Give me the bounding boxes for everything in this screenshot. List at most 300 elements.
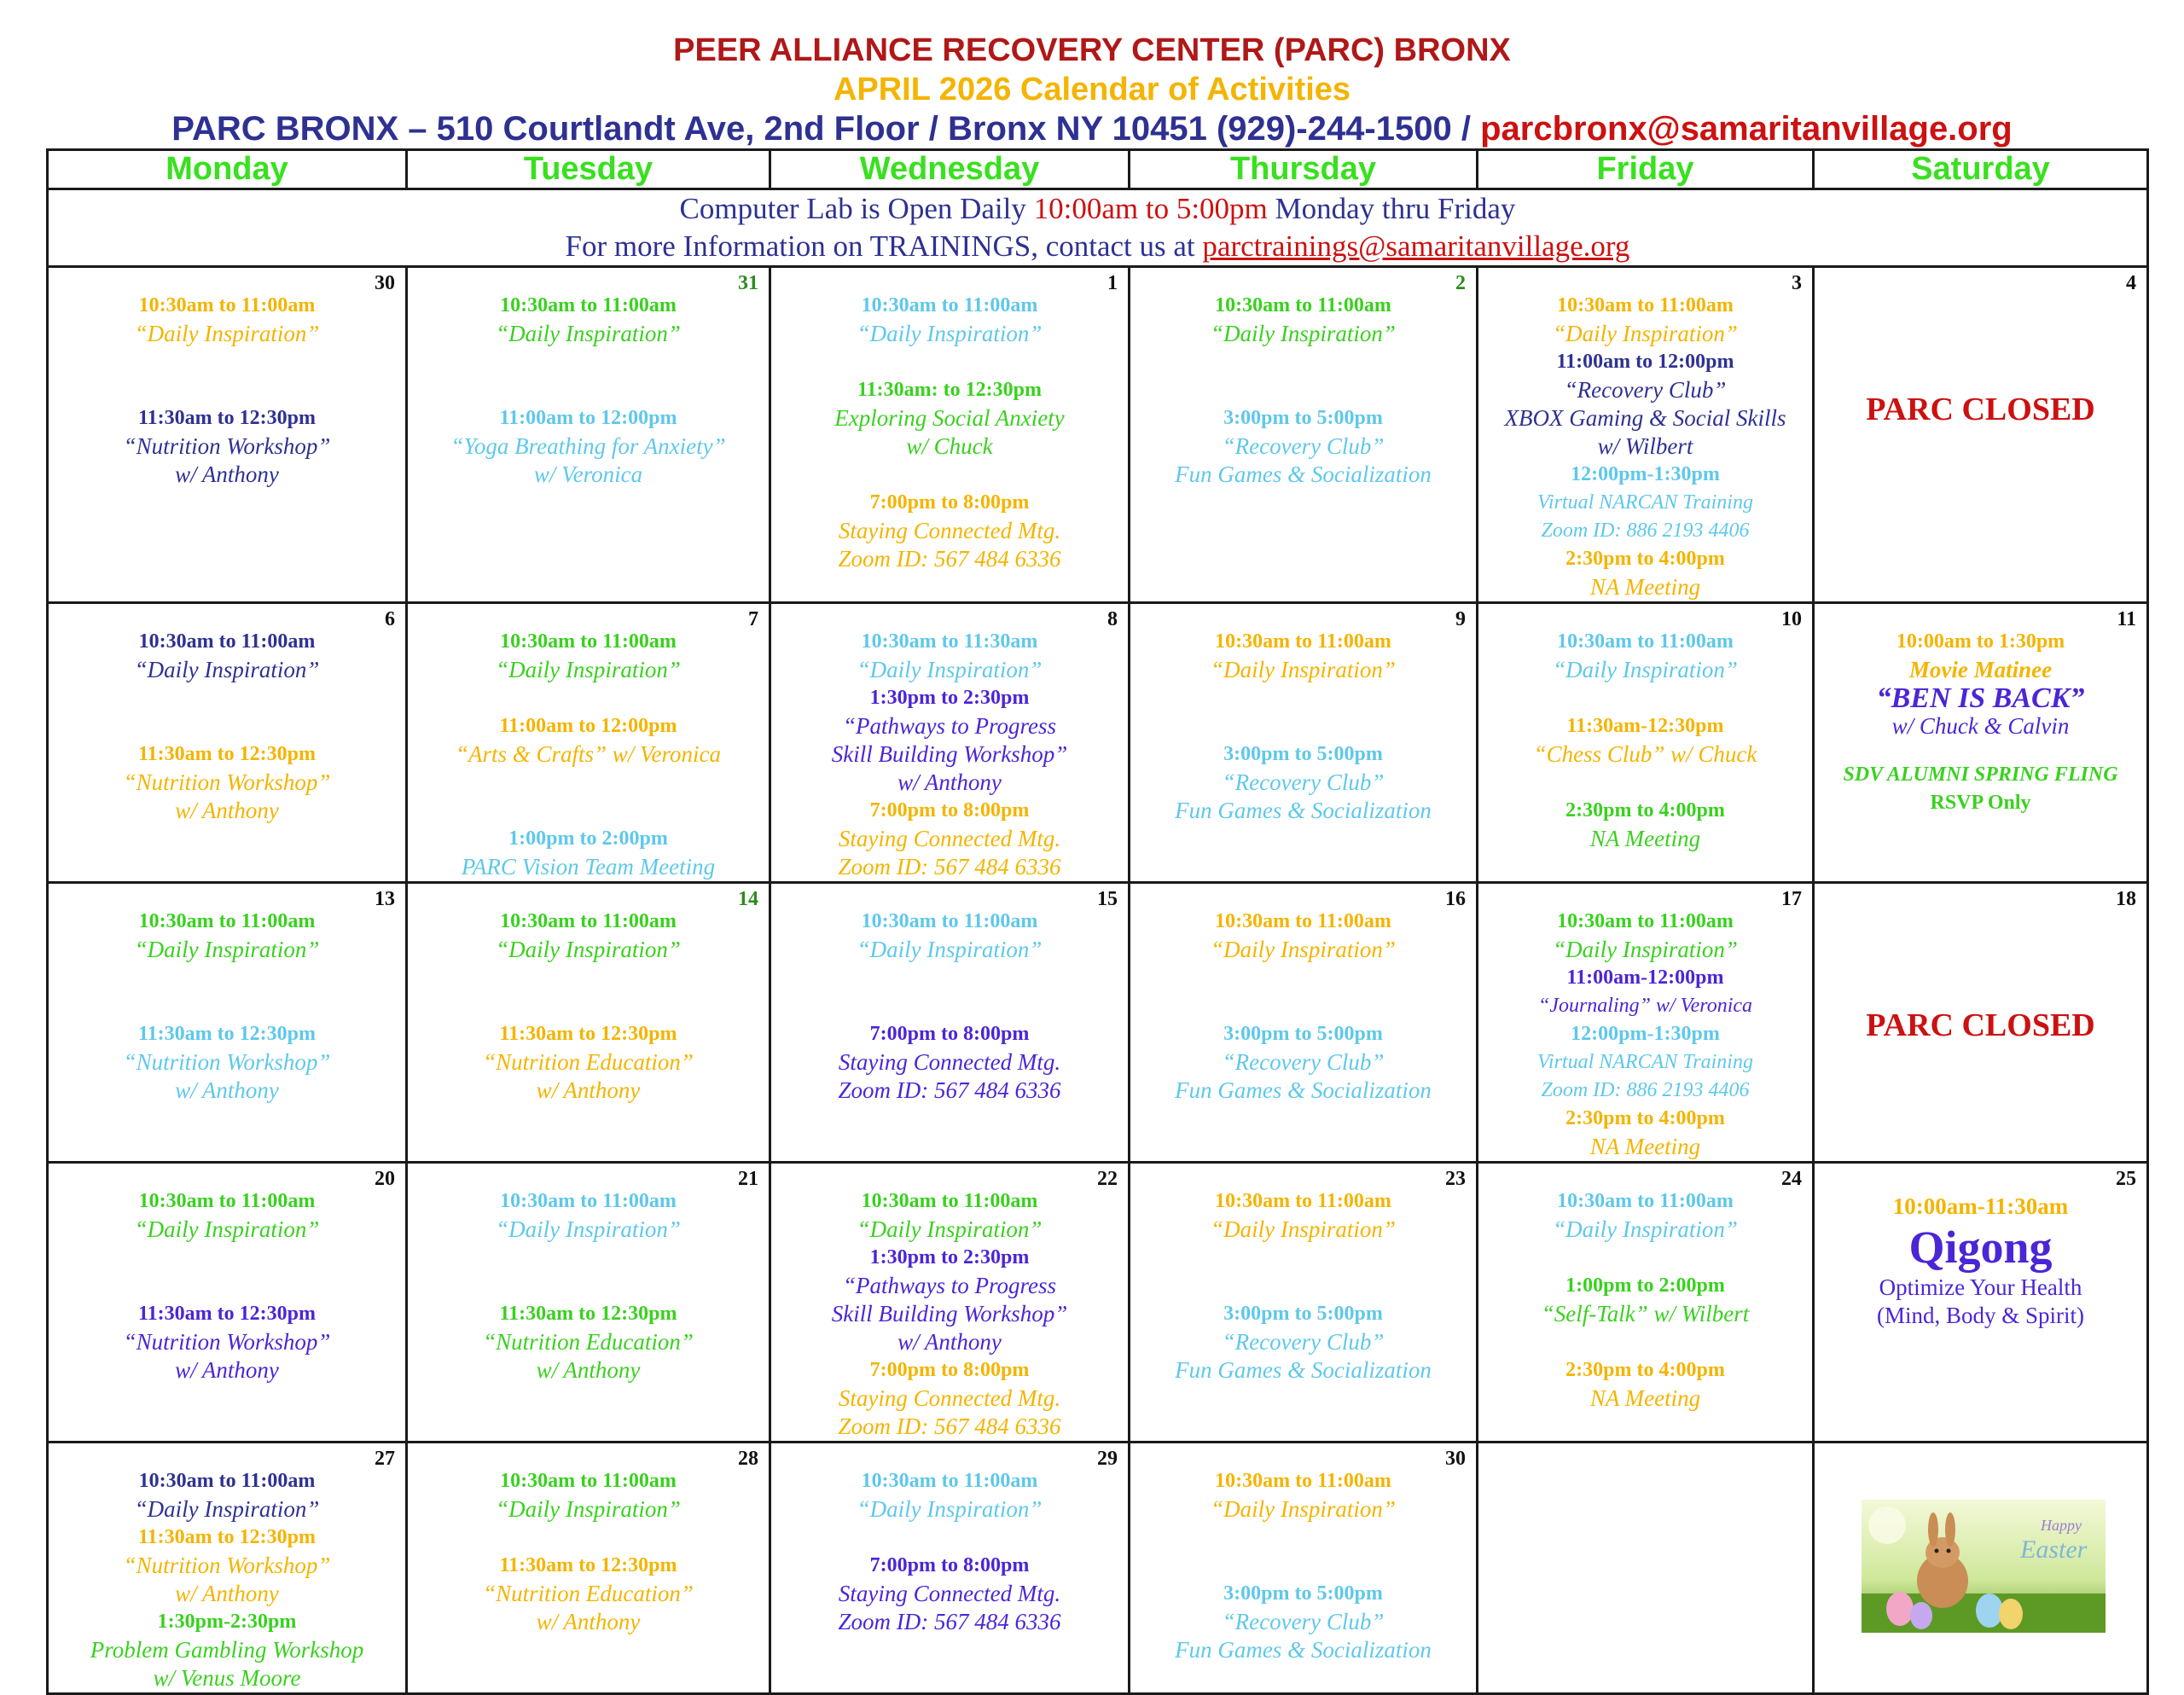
day-events [408,604,769,881]
event-title: SDV ALUMNI SPRING FLING [1843,763,2118,786]
event-block [1130,1467,1476,1524]
event-detail: “Nutrition Education” [483,1329,694,1355]
event-time: 10:30am to 11:00am [500,1470,677,1492]
day-events [1130,1164,1476,1384]
calendar-day-cell [770,883,1130,1163]
weekday-header-row [48,150,2148,189]
event-time: 1:30pm-2:30pm [157,1611,297,1633]
event-block [771,1187,1128,1244]
spacer [771,348,1128,376]
week-row [48,603,2148,883]
day-events [408,1443,769,1636]
calendar-day-cell [1130,603,1478,883]
day-events [1815,1164,2146,1330]
event-block [408,1300,769,1384]
trainings-email-link[interactable]: parctrainings@samaritanvillage.org [1202,229,1630,263]
event-detail: w/ Anthony [175,461,279,487]
event-detail: Zoom ID: 886 2193 4406 [1541,1079,1750,1101]
trainings-text: For more Information on TRAININGS, contact us at [565,229,1195,263]
event-block [408,712,769,769]
event-detail: “Daily Inspiration” [1211,657,1396,682]
event-time: 11:30am to 12:30pm [138,743,316,765]
spacer [771,461,1128,489]
computer-lab-notice [49,190,2146,228]
spacer [1478,1328,1812,1356]
day-events [49,884,405,1105]
week-row [48,1163,2148,1442]
event-block [771,1467,1128,1524]
event-block [771,1356,1128,1441]
event-time: 10:30am to 11:00am [1215,1190,1391,1212]
event-detail: “Chess Club” w/ Chuck [1533,741,1757,767]
event-time: 11:30am to 12:30pm [138,1303,316,1325]
weekday-thursday: Thursday [1130,150,1478,189]
event-time: 7:00pm to 8:00pm [869,491,1030,514]
event-detail: “Nutrition Workshop” [123,1329,331,1355]
event-time: 10:30am to 11:00am [500,630,677,653]
event-block [1478,292,1812,348]
day-events [1478,268,1812,601]
event-detail: “Daily Inspiration” [496,321,681,346]
event-detail: Staying Connected Mtg. [838,1049,1061,1075]
event-detail: “Nutrition Workshop” [123,433,331,459]
day-number: 31 [738,272,758,294]
event-time: 10:30am to 11:00am [861,1190,1038,1212]
spacer [1478,1244,1812,1272]
event-detail: Fun Games & Socialization [1175,1077,1432,1103]
day-events [1815,884,2146,1043]
event-time: 3:00pm to 5:00pm [1223,1303,1383,1325]
event-time: 11:30am: to 12:30pm [857,379,1042,401]
calendar-day-cell [770,1163,1130,1442]
event-detail: “Recovery Club” [1222,1049,1385,1075]
event-detail: “Daily Inspiration” [1211,1496,1396,1522]
event-detail: w/ Wilbert [1597,433,1693,459]
day-events [49,1443,405,1692]
event-detail: “Daily Inspiration” [134,321,320,346]
event-detail: PARC Vision Team Meeting [461,854,716,879]
calendar-day-cell [1814,1163,2148,1442]
day-events [1130,604,1476,825]
event-detail: “Nutrition Education” [483,1049,694,1075]
event-detail: w/ Anthony [175,1357,279,1383]
day-events [49,1164,405,1384]
event-detail: w/ Anthony [175,798,279,823]
event-detail: “Arts & Crafts” w/ Veronica [455,741,722,767]
event-detail: “Daily Inspiration” [1211,937,1396,962]
day-number: 18 [2116,888,2136,910]
event-block [1130,1020,1476,1105]
event-detail: w/ Anthony [536,1609,641,1634]
center-email-link[interactable]: parcbronx@samaritanvillage.org [1480,110,2013,148]
event-time: 2:30pm to 4:00pm [1565,1359,1725,1381]
event-detail: NA Meeting [1589,574,1701,600]
calendar-title: PEER ALLIANCE RECOVERY CENTER (PARC) BRONX [673,32,1511,68]
event-time: 2:30pm to 4:00pm [1565,799,1725,821]
day-events [49,268,405,489]
event-time: 10:30am to 11:30am [861,630,1038,653]
event-detail: “Daily Inspiration” [496,937,681,962]
event-time: 10:30am to 11:00am [138,630,316,653]
event-block [49,292,405,348]
event-detail: (Mind, Body & Spirit) [1876,1303,2084,1328]
event-detail: NA Meeting [1589,826,1701,851]
event-time: 1:00pm to 2:00pm [1565,1274,1725,1297]
event-time: 11:30am to 12:30pm [138,407,316,429]
day-number: 6 [385,608,395,630]
event-time: 11:30am to 12:30pm [499,1023,677,1045]
easter-text-happy: Happy [2041,1517,2082,1534]
event-detail: NA Meeting [1589,1385,1701,1411]
spacer [1815,740,2146,761]
event-detail: “Recovery Club” [1222,1609,1385,1634]
event-time: 11:30am to 12:30pm [499,1303,677,1325]
event-block [49,908,405,964]
day-events [1130,884,1476,1105]
event-detail: “Pathways to Progress [842,713,1056,739]
calendar-day-cell [48,1442,407,1694]
calendar-day-cell [1814,1442,2148,1694]
week-row [48,883,2148,1163]
calendar-day-cell [1478,603,1814,883]
event-detail: Zoom ID: 567 484 6336 [838,546,1061,572]
event-time: 10:30am to 11:00am [1215,630,1391,653]
calendar-day-cell [407,883,770,1163]
info-row [48,189,2148,267]
info-banner [48,189,2148,267]
day-events [408,268,769,489]
day-events [408,884,769,1105]
event-block [408,628,769,684]
event-time: 3:00pm to 5:00pm [1223,743,1383,765]
event-time: 7:00pm to 8:00pm [869,1359,1030,1381]
calendar-day-cell [1130,1163,1478,1442]
event-detail: “Daily Inspiration” [1553,937,1738,962]
event-detail: Staying Connected Mtg. [838,1581,1061,1606]
event-detail: “Nutrition Workshop” [123,769,331,795]
spacer [1130,1244,1476,1300]
day-events [1478,884,1812,1161]
event-detail: w/ Anthony [897,769,1002,795]
calendar-day-cell [770,1442,1130,1694]
spacer [1130,348,1476,404]
day-number: 7 [748,608,758,630]
event-block [408,292,769,348]
event-detail: w/ Anthony [175,1581,279,1606]
day-number: 21 [738,1168,758,1190]
event-detail: “Daily Inspiration” [1553,1216,1738,1242]
spacer [49,964,405,1020]
event-time: 12:00pm-1:30pm [1571,463,1720,485]
calendar-day-cell [407,1442,770,1694]
event-block [771,908,1128,964]
spacer [771,1524,1128,1552]
event-block [1130,1580,1476,1664]
event-detail: w/ Chuck [906,433,993,459]
calendar-day-cell [48,883,407,1163]
weekday-tuesday: Tuesday [407,150,770,189]
spacer [408,684,769,712]
event-detail: Zoom ID: 567 484 6336 [838,1609,1061,1634]
event-block [49,628,405,684]
lab-hours: 10:00am to 5:00pm [1033,192,1268,225]
event-detail: Fun Games & Socialization [1175,1357,1432,1383]
event-time: 1:30pm to 2:30pm [869,1246,1030,1268]
day-events [408,1164,769,1384]
event-time: 11:00am to 12:00pm [499,407,677,429]
spacer [49,348,405,404]
trainings-notice [49,228,2146,265]
event-block [1478,1020,1812,1105]
day-number: 22 [1097,1168,1118,1190]
day-events [771,268,1128,573]
easter-text-easter: Easter [2020,1535,2088,1564]
event-block [771,489,1128,573]
calendar-grid [46,148,2149,1695]
calendar-day-cell [1478,1163,1814,1442]
lab-text: Computer Lab is Open Daily [679,192,1026,225]
event-detail: Virtual NARCAN Training [1537,491,1753,514]
event-detail: Staying Connected Mtg. [838,518,1061,543]
event-detail: “Journaling” w/ Veronica [1537,995,1753,1017]
event-detail: Problem Gambling Workshop [90,1637,364,1663]
event-detail: NA Meeting [1589,1134,1701,1159]
calendar-day-cell [1130,883,1478,1163]
calendar-day-cell [48,1163,407,1442]
week-row [48,1442,2148,1694]
calendar-day-cell [1814,267,2148,603]
event-detail: RSVP Only [1930,792,2031,814]
qigong-title: Qigong [1908,1222,2053,1273]
event-detail: Skill Building Workshop” [831,741,1068,767]
day-events [1478,604,1812,853]
event-block [49,404,405,489]
event-detail: “Nutrition Workshop” [123,1049,331,1075]
day-events [1478,1164,1812,1413]
event-block [49,1467,405,1524]
event-time: 10:30am to 11:00am [1215,910,1391,932]
day-events [49,604,405,825]
day-number: 25 [2116,1168,2136,1190]
weekday-friday: Friday [1478,150,1814,189]
spacer [1130,1524,1476,1580]
event-block [1478,1272,1812,1328]
event-block [408,1187,769,1244]
calendar-day-cell [1478,267,1814,603]
event-time: 10:30am to 11:00am [138,1190,316,1212]
event-time: 10:30am to 11:00am [1557,294,1734,316]
calendar-day-cell [1478,883,1814,1163]
day-events [1478,1443,1812,1467]
spacer [1130,684,1476,740]
spacer [49,1244,405,1300]
event-time: 10:00am-11:30am [1892,1193,2069,1219]
day-number: 17 [1781,888,1802,910]
lab-days: Monday thru Friday [1275,192,1516,225]
event-block [1130,628,1476,684]
event-block [1130,404,1476,489]
event-time: 2:30pm to 4:00pm [1565,1107,1725,1129]
event-detail: Zoom ID: 567 484 6336 [838,1413,1061,1439]
day-number: 24 [1781,1168,1802,1190]
event-detail: “Self-Talk” w/ Wilbert [1541,1301,1750,1326]
parc-closed-label: PARC CLOSED [1866,392,2095,427]
event-block [1478,1187,1812,1244]
event-detail: “Daily Inspiration” [496,1216,681,1242]
spacer [408,964,769,1020]
event-block [771,1552,1128,1636]
week-row [48,267,2148,603]
spacer [408,348,769,404]
event-detail: Zoom ID: 567 484 6336 [838,854,1061,879]
event-detail: “Recovery Club” [1222,1329,1385,1355]
event-time: 10:30am to 11:00am [138,910,316,932]
day-events [1815,268,2146,427]
spacer [771,964,1128,1020]
day-number: 14 [738,888,758,910]
event-block [771,1244,1128,1356]
day-number: 2 [1455,272,1466,294]
event-detail: “Daily Inspiration” [134,657,320,682]
event-detail: Zoom ID: 886 2193 4406 [1541,520,1750,542]
event-time: 10:30am to 11:00am [138,1470,316,1492]
event-title: Movie Matinee [1908,657,2053,682]
event-detail: “Daily Inspiration” [857,657,1043,682]
event-time: 10:30am to 11:00am [1557,1190,1734,1212]
event-time: 10:30am to 11:00am [861,294,1038,316]
spacer [408,769,769,825]
event-time: 11:00am to 12:00pm [1556,351,1734,373]
event-detail: Exploring Social Anxiety [834,405,1065,431]
event-detail: w/ Anthony [536,1357,641,1383]
event-detail: XBOX Gaming & Social Skills [1504,405,1786,431]
event-block [49,1608,405,1692]
event-detail: w/ Anthony [897,1329,1002,1355]
day-events [771,1443,1128,1636]
event-detail: w/ Chuck & Calvin [1891,713,2070,739]
weekday-monday: Monday [48,150,407,189]
day-number: 15 [1097,888,1118,910]
event-block [1478,797,1812,853]
event-detail: “Daily Inspiration” [1211,1216,1396,1242]
event-block [1478,964,1812,1020]
day-events [771,884,1128,1105]
event-detail: “Nutrition Workshop” [123,1553,331,1578]
day-number: 13 [375,888,395,910]
parc-closed-label: PARC CLOSED [1866,1007,2095,1043]
event-block [771,628,1128,684]
event-time: 11:00am to 12:00pm [499,715,677,737]
event-time: 11:30am to 12:30pm [138,1526,316,1548]
event-time: 3:00pm to 5:00pm [1223,1023,1383,1045]
event-time: 11:30am-12:30pm [1566,715,1724,737]
day-events [1815,604,2146,817]
day-number: 30 [375,272,395,294]
event-block [408,825,769,881]
event-detail: Fun Games & Socialization [1175,461,1432,487]
event-time: 3:00pm to 5:00pm [1223,1582,1383,1605]
event-block [408,1552,769,1636]
day-number: 10 [1781,608,1802,630]
event-time: 10:30am to 11:00am [500,1190,677,1212]
event-block [771,292,1128,348]
calendar-day-cell [1130,1442,1478,1694]
day-events [1130,268,1476,489]
event-detail: “Daily Inspiration” [134,937,320,962]
address-text: PARC BRONX – 510 Courtlandt Ave, 2nd Floor / Bronx NY 10451 (929)-244-1500 / [171,110,1471,148]
event-detail: “Recovery Club” [1564,377,1727,403]
day-number: 3 [1792,272,1802,294]
event-time: 7:00pm to 8:00pm [869,799,1030,821]
day-number: 1 [1107,272,1118,294]
event-time: 10:00am to 1:30pm [1896,630,2065,653]
movie-title: “BEN IS BACK” [1876,682,2085,714]
event-detail: Staying Connected Mtg. [838,826,1061,851]
event-block [1130,908,1476,964]
event-time: 10:30am to 11:00am [1215,1470,1391,1492]
event-time: 1:00pm to 2:00pm [508,827,668,850]
calendar-day-cell [48,267,407,603]
event-detail: “Daily Inspiration” [134,1216,320,1242]
day-number: 27 [375,1448,395,1470]
event-block [771,376,1128,461]
event-detail: w/ Anthony [536,1077,641,1103]
event-time: 11:30am to 12:30pm [499,1554,677,1576]
event-block [1478,545,1812,601]
event-detail: “Daily Inspiration” [1553,657,1738,682]
event-detail: “Nutrition Education” [483,1581,694,1606]
event-time: 11:30am to 12:30pm [138,1023,316,1045]
event-time: 10:30am to 11:00am [861,910,1038,932]
calendar-day-cell [407,1163,770,1442]
day-events [1130,1443,1476,1664]
calendar-day-cell [407,267,770,603]
event-block [408,404,769,489]
spacer [1130,964,1476,1020]
event-detail: “Pathways to Progress [842,1273,1056,1298]
event-block [1130,1300,1476,1384]
event-time: 10:30am to 11:00am [500,910,677,932]
event-detail: Skill Building Workshop” [831,1301,1068,1326]
event-block [49,740,405,825]
event-block [1130,292,1476,348]
event-detail: w/ Anthony [175,1077,279,1103]
event-time: 10:30am to 11:00am [138,294,316,316]
day-number: 20 [375,1168,395,1190]
event-block [771,684,1128,797]
event-time: 1:30pm to 2:30pm [869,687,1030,709]
day-number: 16 [1445,888,1466,910]
event-detail: “Daily Inspiration” [857,321,1043,346]
weekday-wednesday: Wednesday [770,150,1130,189]
event-detail: “Daily Inspiration” [857,1496,1043,1522]
event-detail: “Recovery Club” [1222,433,1385,459]
day-number: 30 [1445,1448,1466,1470]
event-time: 12:00pm-1:30pm [1571,1023,1720,1045]
event-time: 10:30am to 11:00am [1557,910,1734,932]
spacer [408,1244,769,1300]
event-block [1478,908,1812,964]
day-events [771,1164,1128,1441]
calendar-day-cell [770,267,1130,603]
day-number: 4 [2126,272,2136,294]
day-events [771,604,1128,881]
weekday-saturday: Saturday [1814,150,2148,189]
event-time: 10:30am to 11:00am [861,1470,1038,1492]
calendar-day-cell [770,603,1130,883]
event-block [771,1020,1128,1105]
event-block [1478,461,1812,545]
